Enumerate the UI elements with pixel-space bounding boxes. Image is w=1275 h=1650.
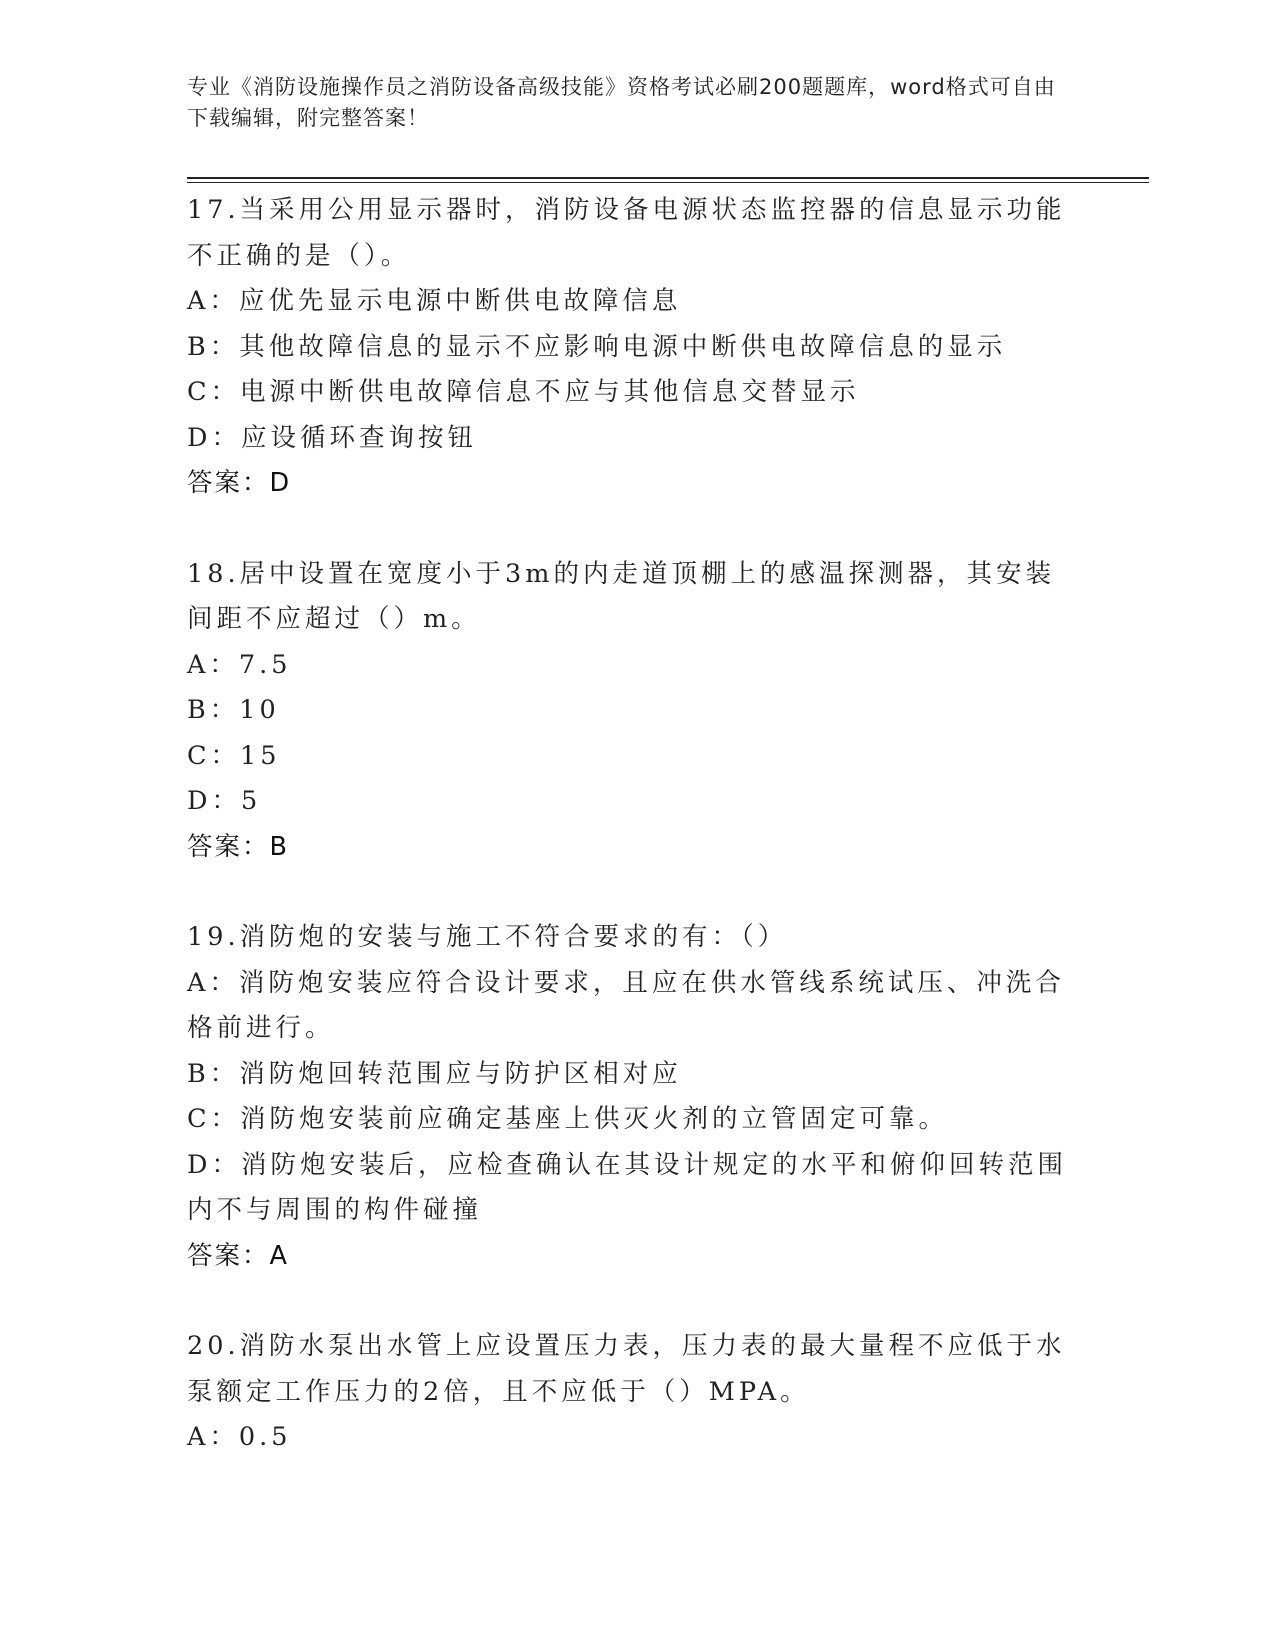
option-c: C：电源中断供电故障信息不应与其他信息交替显示 [187,377,860,407]
option-d: D：应设循环查询按钮 [187,422,477,453]
answer-text: 答案：B [187,831,289,862]
option-d: D：5 [187,786,262,816]
option-c: C：15 [187,740,281,771]
option-a: A：应优先显示电源中断供电故障信息 [187,286,682,316]
option-b: B：10 [187,695,280,725]
header-divider-thick [187,177,1149,179]
document-header-text: 专业《消防设施操作员之消防设备高级技能》资格考试必刷200题题库，word格式可自由下载编辑，附完整答案！ [187,75,1056,130]
question-stem: 17.当采用公用显示器时，消防设备电源状态监控器的信息显示功能不正确的是（）。 [187,195,1066,271]
question-20 [187,1324,1087,1461]
question-list [187,188,1087,1461]
answer-text: 答案：D [187,468,292,498]
option-a: A：消防炮安装应符合设计要求，且应在供水管线系统试压、冲洗合格前进行。 [187,967,1065,1043]
question-17 [187,188,1087,507]
option-b: B：其他故障信息的显示不应影响电源中断供电故障信息的显示 [187,331,1007,362]
question-stem: 19.消防炮的安装与施工不符合要求的有：（） [187,922,788,952]
header-divider-thin [187,182,1149,183]
question-stem: 20.消防水泵出水管上应设置压力表，压力表的最大量程不应低于水泵额定工作压力的2倍，且不应低于（）MPA。 [187,1331,1066,1407]
answer-text: 答案：A [187,1240,289,1271]
option-b: B：消防炮回转范围应与防护区相对应 [187,1058,682,1089]
option-d: D：消防炮安装后，应检查确认在其设计规定的水平和俯仰回转范围内不与周围的构件碰撞 [187,1149,1067,1225]
option-c: C：消防炮安装前应确定基座上供灭火剂的立管固定可靠。 [187,1104,949,1134]
option-a: A：0.5 [187,1422,292,1452]
question-19 [187,915,1087,1279]
question-stem: 18.居中设置在宽度小于3m的内走道顶棚上的感温探测器，其安装间距不应超过（）m。 [187,558,1055,634]
question-18 [187,552,1087,871]
option-a: A：7.5 [187,649,292,680]
